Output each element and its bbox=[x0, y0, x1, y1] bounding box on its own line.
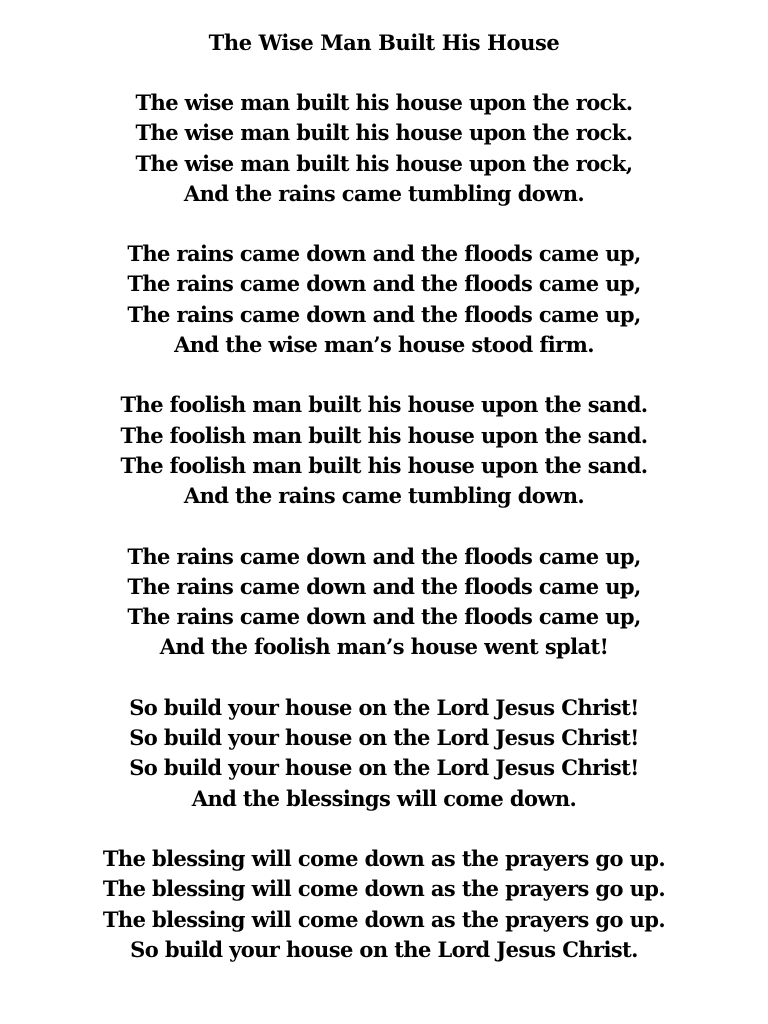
verse-line: And the blessings will come down. bbox=[191, 785, 577, 811]
verse-line: So build your house on the Lord Jesus Christ. bbox=[130, 936, 638, 962]
verse-line: And the foolish man’s house went splat! bbox=[159, 634, 609, 660]
verse-2 bbox=[0, 239, 768, 360]
verse-line: And the rains came tumbling down. bbox=[183, 483, 585, 509]
document-title: The Wise Man Built His House bbox=[208, 30, 560, 55]
verse-line: So build your house on the Lord Jesus Christ! bbox=[129, 694, 639, 720]
verse-line: The blessing will come down as the prayers go up. bbox=[102, 876, 666, 902]
verse-line: The wise man built his house upon the rock. bbox=[135, 90, 633, 115]
verse-5 bbox=[0, 693, 768, 814]
verse-line: The rains came down and the floods came up, bbox=[127, 543, 641, 569]
verse-1 bbox=[0, 88, 768, 209]
verse-line: The rains came down and the floods came up, bbox=[127, 301, 641, 327]
verse-line: And the wise man’s house stood firm. bbox=[174, 332, 594, 358]
verse-line: The wise man built his house upon the rock, bbox=[135, 150, 633, 176]
verse-line: The rains came down and the floods came up, bbox=[127, 573, 641, 599]
verse-6 bbox=[0, 844, 768, 965]
verse-line: The rains came down and the floods came up, bbox=[127, 271, 641, 297]
verse-line: The foolish man built his house upon the sand. bbox=[120, 422, 648, 448]
verse-line: The foolish man built his house upon the sand. bbox=[120, 392, 648, 418]
verse-line: The rains came down and the floods came up, bbox=[127, 241, 641, 267]
verse-line: The wise man built his house upon the rock. bbox=[135, 120, 633, 146]
verse-line: The blessing will come down as the prayers go up. bbox=[102, 845, 666, 871]
verse-line: The blessing will come down as the prayers go up. bbox=[102, 906, 666, 932]
verse-line: So build your house on the Lord Jesus Christ! bbox=[129, 755, 639, 781]
verse-line: And the rains came tumbling down. bbox=[183, 180, 585, 206]
verse-3 bbox=[0, 390, 768, 511]
verse-line: So build your house on the Lord Jesus Christ! bbox=[129, 725, 639, 751]
verses-container bbox=[0, 88, 768, 995]
verse-line: The rains came down and the floods came up, bbox=[127, 604, 641, 630]
verse-4 bbox=[0, 542, 768, 663]
verse-line: The foolish man built his house upon the sand. bbox=[120, 452, 648, 478]
